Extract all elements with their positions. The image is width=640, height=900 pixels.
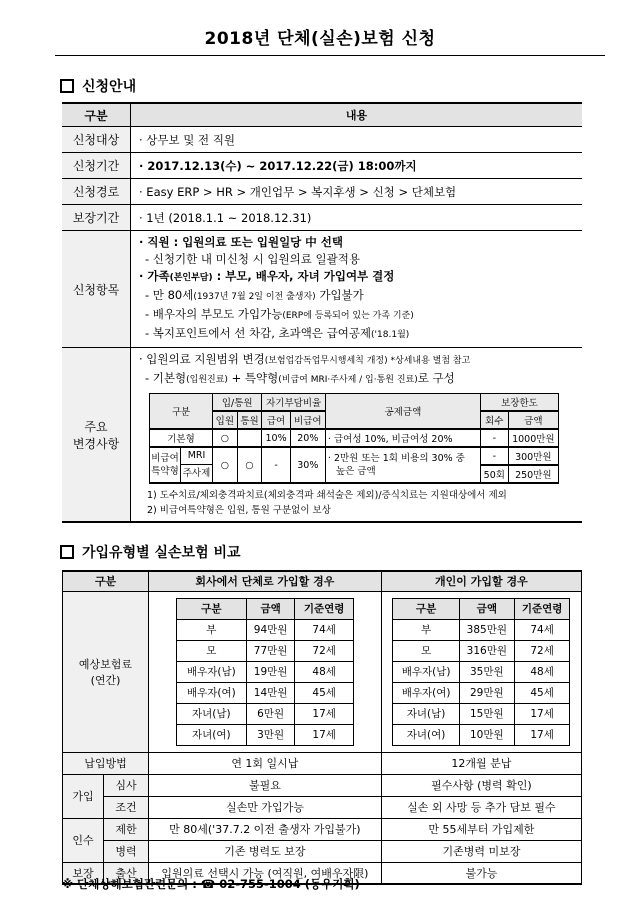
personal-premium-cell: [381, 591, 581, 752]
table-row: 자녀(여) 10만원 17세: [393, 724, 570, 745]
coverage-birth-company: 입원의료 선택시 가능 (여직원, 여배우자限): [149, 862, 382, 884]
payment-personal: 12개월 분납: [381, 752, 581, 774]
cell-special-deduct: · 2만원 또는 1회 비용의 30% 중 높은 금액: [325, 447, 480, 483]
header-category: 구분: [62, 103, 131, 127]
premium-label: 예상보험료 (연간): [63, 591, 149, 752]
cell-mri-amount: 300만원: [508, 447, 558, 465]
join-review-company: 불필요: [149, 774, 382, 796]
changes-line-scope: · 입원의료 지원범위 변경(보험업감독업무시행세칙 개정) *상세내용 별첨 참고: [139, 352, 471, 366]
sub-header-div: 구분: [176, 598, 246, 619]
header-category: 구분: [63, 571, 149, 591]
cell-injection-count: 50회: [480, 465, 508, 483]
row-value-period: · 2017.12.13(수) ~ 2017.12.22(금) 18:00까지: [131, 153, 583, 179]
items-line-default: - 신청기한 내 미신청 시 입원의료 일괄적용: [145, 252, 360, 266]
cell-header-cov: 급여: [262, 411, 290, 429]
cell-header-amount: 금액: [508, 411, 558, 429]
cell-basic-in: ○: [213, 429, 238, 447]
row-label-coverage: 보장기간: [62, 205, 131, 231]
payment-label: 납입방법: [63, 752, 149, 774]
items-line-family: · 가족(본인부담) : 부모, 배우자, 자녀 가입여부 결정: [139, 269, 395, 283]
table-row: 배우자(여) 29만원 45세: [393, 682, 570, 703]
cell-special-noncov: 30%: [290, 447, 325, 483]
cell-special-out: ○: [237, 447, 262, 483]
table-row: 자녀(남) 15만원 17세: [393, 703, 570, 724]
cell-basic-cov: 10%: [262, 429, 290, 447]
cell-special-cov: -: [262, 447, 290, 483]
table-row: 부 385만원 74세: [393, 619, 570, 640]
table-row: 모 77만원 72세: [176, 640, 353, 661]
section-heading-application: [60, 76, 136, 96]
undertake-limit-label: 제한: [104, 818, 149, 840]
join-review-label: 심사: [104, 774, 149, 796]
contact-footer: ※ 단체상해보험관련문의 : ☎ 02-755-1004 (동우기획): [62, 877, 360, 891]
section-heading-comparison: [60, 542, 241, 562]
cell-basic-out: [237, 429, 262, 447]
cell-header-count: 회수: [480, 411, 508, 429]
cell-basic-name: 기본형: [150, 429, 213, 447]
checkbox-square-icon: [60, 545, 74, 559]
header-company: 회사에서 단체로 가입할 경우: [149, 571, 382, 591]
changes-note-2: 2) 비급여특약형은 입원, 통원 구분없이 보상: [147, 505, 331, 516]
phone-icon: ☎: [200, 877, 216, 891]
personal-premium-table: [392, 598, 570, 746]
row-label-target: 신청대상: [62, 127, 131, 153]
undertake-history-company: 기존 병력도 보장: [149, 840, 382, 862]
cell-header-self: 자기부담비율: [262, 394, 326, 412]
coverage-birth-label: 출산: [104, 862, 149, 884]
cell-header-deduct: 공제금액: [325, 394, 480, 430]
undertake-limit-company: 만 80세('37.7.2 이전 출생자 가입불가): [149, 818, 382, 840]
changes-line-structure: - 기본형(입원진료) + 특약형(비급여 MRI·주사제 / 입·통원 진료)로 구성: [145, 371, 455, 385]
items-line-age-limit: - 만 80세(1937년 7월 2일 이전 출생자) 가입불가: [145, 288, 364, 302]
table-row: 배우자(남) 19만원 48세: [176, 661, 353, 682]
table-row: 배우자(여) 14만원 45세: [176, 682, 353, 703]
row-value-target: · 상무보 및 전 직원: [131, 127, 583, 153]
header-content: 내용: [131, 103, 583, 127]
row-value-changes: [131, 348, 583, 523]
join-review-personal: 필수사항 (병력 확인): [381, 774, 581, 796]
sub-header-div: 구분: [393, 598, 459, 619]
coverage-birth-personal: 불가능: [381, 862, 581, 884]
undertake-limit-personal: 만 55세부터 가입제한: [381, 818, 581, 840]
table-row: 배우자(남) 35만원 48세: [393, 661, 570, 682]
title-divider: [55, 55, 605, 56]
sub-header-amount: 금액: [459, 598, 514, 619]
row-label-period: 신청기간: [62, 153, 131, 179]
undertake-label: 인수: [63, 818, 104, 862]
join-cond-label: 조건: [104, 796, 149, 818]
table-row: 모 316만원 72세: [393, 640, 570, 661]
join-cond-personal: 실손 외 사망 등 추가 담보 필수: [381, 796, 581, 818]
payment-company: 연 1회 일시납: [149, 752, 382, 774]
checkbox-square-icon: [60, 79, 74, 93]
row-value-coverage: · 1년 (2018.1.1 ~ 2018.12.31): [131, 205, 583, 231]
cell-special-injection: 주사제: [182, 468, 211, 479]
cell-header-out: 통원: [237, 411, 262, 429]
company-premium-cell: [149, 591, 382, 752]
cell-basic-noncov: 20%: [290, 429, 325, 447]
cell-special-name: 비급여 특약형 MRI 주사제: [150, 447, 213, 483]
coverage-label: 보장: [63, 862, 104, 884]
row-value-route: · Easy ERP > HR > 개인업무 > 복지후생 > 신청 > 단체보험: [131, 179, 583, 205]
join-cond-company: 실손만 가입가능: [149, 796, 382, 818]
page-title: 2018년 단체(실손)보험 신청: [204, 29, 436, 49]
cell-header-inout: 입/통원: [213, 394, 262, 412]
coverage-change-table: [149, 393, 559, 484]
changes-note-1: 1) 도수치료/체외충격파치료(체외충격파 쇄석술은 제외)/증식치료는 지원대상에서 제외: [147, 490, 507, 501]
cell-mri-count: -: [480, 447, 508, 465]
cell-header-in: 입원: [213, 411, 238, 429]
sub-header-amount: 금액: [246, 598, 295, 619]
items-line-welfare-points: - 복지포인트에서 선 차감, 초과액은 급여공제('18.1월): [145, 326, 410, 340]
row-label-items: 신청항목: [62, 231, 131, 348]
items-line-spouse-parents: - 배우자의 부모도 가입가능(ERP에 등록되어 있는 가족 기준): [145, 307, 414, 321]
cell-header-limit: 보장한도: [480, 394, 558, 412]
cell-header-div: 구분: [150, 394, 213, 430]
comparison-table: [62, 570, 582, 885]
row-label-route: 신청경로: [62, 179, 131, 205]
contact-info: 02-755-1004 (동우기획): [215, 877, 360, 891]
undertake-history-personal: 기존병력 미보장: [381, 840, 581, 862]
row-value-items: [131, 231, 583, 348]
table-row: 자녀(남) 6만원 17세: [176, 703, 353, 724]
row-label-changes: 주요 변경사항: [62, 348, 131, 523]
table-row: 부 94만원 74세: [176, 619, 353, 640]
cell-basic-amount: 1000만원: [508, 429, 558, 447]
undertake-history-label: 병력: [104, 840, 149, 862]
cell-special-in: ○: [213, 447, 238, 483]
header-personal: 개인이 가입할 경우: [381, 571, 581, 591]
items-line-employee: · 직원 : 입원의료 또는 입원일당 中 선택: [139, 235, 344, 249]
cell-basic-deduct: · 급여성 10%, 비급여성 20%: [325, 429, 480, 447]
join-label: 가입: [63, 774, 104, 818]
cell-special-mri: MRI: [181, 448, 212, 465]
cell-header-noncov: 비급여: [290, 411, 325, 429]
sub-header-age: 기준연령: [514, 598, 569, 619]
sub-header-age: 기준연령: [295, 598, 353, 619]
section-title: 신청안내: [82, 79, 137, 95]
application-info-table: [62, 102, 582, 523]
table-row: 자녀(여) 3만원 17세: [176, 724, 353, 745]
section-title: 가입유형별 실손보험 비교: [82, 545, 241, 561]
cell-injection-amount: 250만원: [508, 465, 558, 483]
cell-basic-count: -: [480, 429, 508, 447]
company-premium-table: [176, 598, 354, 746]
